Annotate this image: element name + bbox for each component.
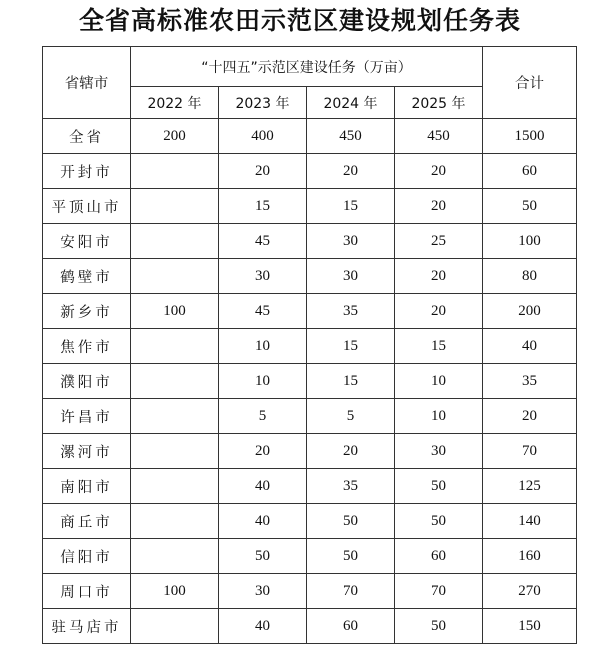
region-name: 开封市: [43, 154, 131, 189]
cell-2022: [131, 154, 219, 189]
cell-2023: 45: [219, 224, 307, 259]
table-row: [43, 189, 577, 224]
cell-2025: 70: [395, 574, 483, 609]
cell-2024: 20: [307, 154, 395, 189]
cell-2025: 20: [395, 154, 483, 189]
cell-2023: 40: [219, 504, 307, 539]
cell-2024: 15: [307, 189, 395, 224]
cell-2023: 15: [219, 189, 307, 224]
cell-total: 1500: [483, 119, 577, 154]
cell-total: 40: [483, 329, 577, 364]
region-name: 南阳市: [43, 469, 131, 504]
region-name: 漯河市: [43, 434, 131, 469]
cell-2025: 30: [395, 434, 483, 469]
region-name: 濮阳市: [43, 364, 131, 399]
cell-total: 60: [483, 154, 577, 189]
cell-2023: 30: [219, 259, 307, 294]
cell-2025: 50: [395, 609, 483, 644]
cell-2024: 15: [307, 364, 395, 399]
cell-2022: [131, 469, 219, 504]
cell-2022: [131, 609, 219, 644]
cell-2024: 50: [307, 504, 395, 539]
header-year-2025: 2025 年: [395, 87, 483, 119]
cell-2022: [131, 329, 219, 364]
cell-2023: 10: [219, 364, 307, 399]
region-name: 全省: [43, 119, 131, 154]
cell-2025: 20: [395, 294, 483, 329]
cell-2023: 50: [219, 539, 307, 574]
table-row: [43, 609, 577, 644]
region-name: 鹤壁市: [43, 259, 131, 294]
region-name: 周口市: [43, 574, 131, 609]
table-row: [43, 259, 577, 294]
cell-total: 125: [483, 469, 577, 504]
cell-2022: [131, 189, 219, 224]
cell-total: 140: [483, 504, 577, 539]
header-total: 合计: [483, 47, 577, 119]
cell-2022: 200: [131, 119, 219, 154]
table-row: [43, 399, 577, 434]
cell-2023: 45: [219, 294, 307, 329]
region-name: 许昌市: [43, 399, 131, 434]
header-year-2022: 2022 年: [131, 87, 219, 119]
cell-2023: 400: [219, 119, 307, 154]
cell-2024: 5: [307, 399, 395, 434]
cell-2025: 15: [395, 329, 483, 364]
cell-2025: 60: [395, 539, 483, 574]
table-row: [43, 504, 577, 539]
cell-total: 80: [483, 259, 577, 294]
cell-2025: 50: [395, 469, 483, 504]
cell-2023: 40: [219, 609, 307, 644]
table-row: [43, 469, 577, 504]
cell-total: 35: [483, 364, 577, 399]
region-name: 平顶山市: [43, 189, 131, 224]
cell-total: 50: [483, 189, 577, 224]
cell-2024: 70: [307, 574, 395, 609]
cell-2023: 20: [219, 154, 307, 189]
cell-total: 150: [483, 609, 577, 644]
region-name: 焦作市: [43, 329, 131, 364]
cell-2023: 10: [219, 329, 307, 364]
cell-2024: 30: [307, 259, 395, 294]
cell-2025: 450: [395, 119, 483, 154]
plan-table: [42, 46, 577, 644]
table-row: [43, 574, 577, 609]
cell-total: 70: [483, 434, 577, 469]
cell-2024: 50: [307, 539, 395, 574]
cell-2022: [131, 539, 219, 574]
cell-2023: 5: [219, 399, 307, 434]
header-year-2024: 2024 年: [307, 87, 395, 119]
cell-2024: 20: [307, 434, 395, 469]
region-name: 安阳市: [43, 224, 131, 259]
region-name: 新乡市: [43, 294, 131, 329]
table-row: [43, 224, 577, 259]
cell-2022: [131, 504, 219, 539]
table-row: [43, 294, 577, 329]
cell-2022: 100: [131, 294, 219, 329]
cell-2024: 15: [307, 329, 395, 364]
document-title: 全省高标准农田示范区建设规划任务表: [78, 6, 521, 35]
table-row: [43, 119, 577, 154]
cell-total: 100: [483, 224, 577, 259]
cell-2024: 450: [307, 119, 395, 154]
cell-2024: 35: [307, 294, 395, 329]
cell-2025: 10: [395, 399, 483, 434]
cell-2022: [131, 224, 219, 259]
cell-2022: [131, 434, 219, 469]
header-region: 省辖市: [43, 47, 131, 119]
table-row: [43, 434, 577, 469]
table-row: [43, 329, 577, 364]
cell-total: 20: [483, 399, 577, 434]
header-task-group: “十四五”示范区建设任务（万亩）: [131, 47, 483, 87]
cell-2025: 50: [395, 504, 483, 539]
cell-2024: 30: [307, 224, 395, 259]
cell-total: 270: [483, 574, 577, 609]
table-row: [43, 364, 577, 399]
cell-total: 160: [483, 539, 577, 574]
header-row-1: [43, 47, 577, 87]
cell-2024: 60: [307, 609, 395, 644]
cell-2023: 20: [219, 434, 307, 469]
cell-2024: 35: [307, 469, 395, 504]
region-name: 信阳市: [43, 539, 131, 574]
cell-2022: 100: [131, 574, 219, 609]
cell-2022: [131, 399, 219, 434]
cell-2023: 30: [219, 574, 307, 609]
cell-2025: 20: [395, 259, 483, 294]
cell-2023: 40: [219, 469, 307, 504]
table-row: [43, 539, 577, 574]
table-row: [43, 154, 577, 189]
header-year-2023: 2023 年: [219, 87, 307, 119]
cell-2025: 10: [395, 364, 483, 399]
cell-2025: 20: [395, 189, 483, 224]
cell-2022: [131, 259, 219, 294]
table-body: [43, 119, 577, 644]
cell-2025: 25: [395, 224, 483, 259]
region-name: 驻马店市: [43, 609, 131, 644]
region-name: 商丘市: [43, 504, 131, 539]
cell-total: 200: [483, 294, 577, 329]
cell-2022: [131, 364, 219, 399]
